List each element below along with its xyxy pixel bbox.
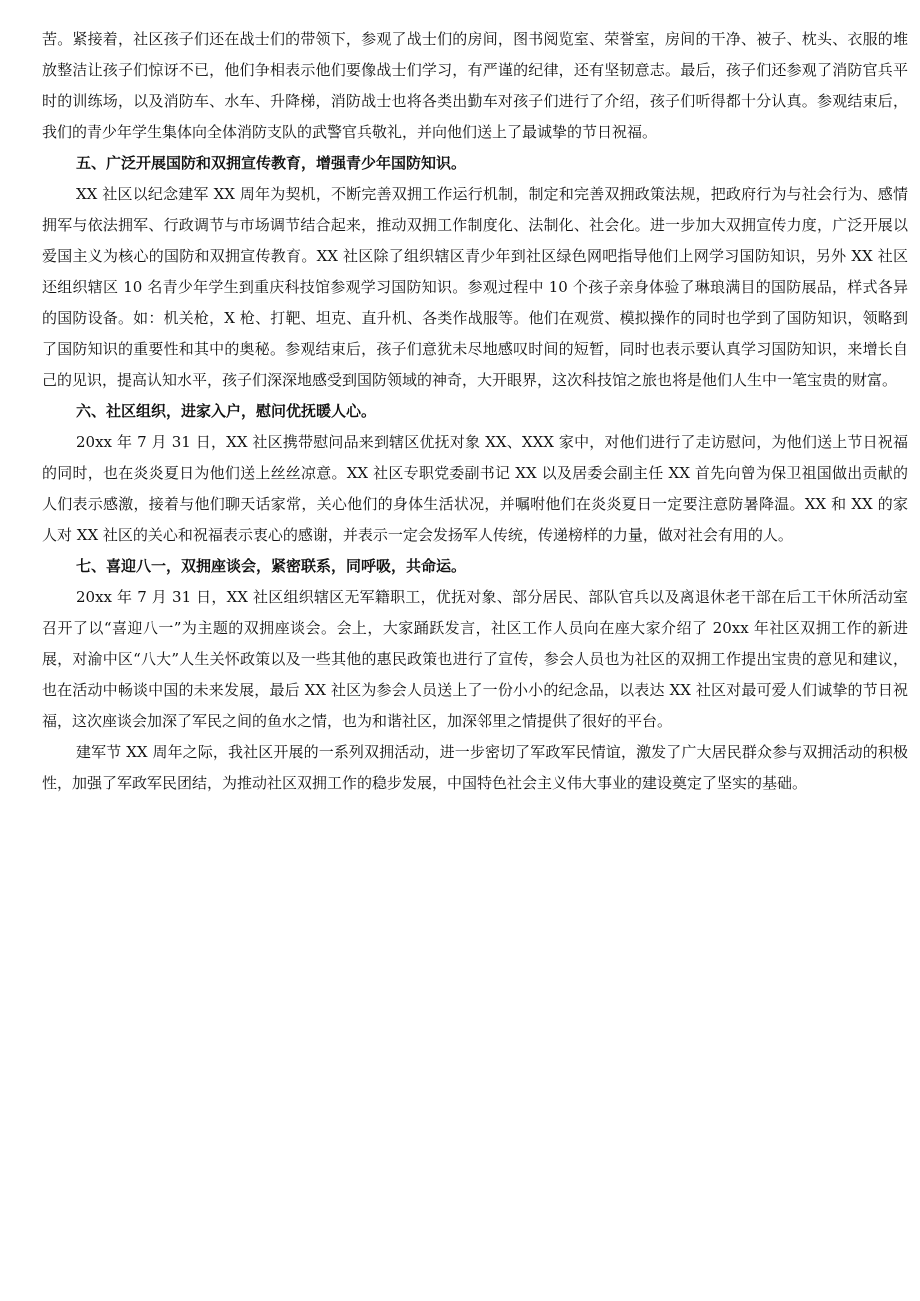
- section-heading-7: 七、喜迎八一，双拥座谈会，紧密联系，同呼吸，共命运。: [76, 557, 467, 575]
- body-paragraph: 苦。紧接着，社区孩子们还在战士们的带领下，参观了战士们的房间，图书阅览室、荣誉室，房间的干净、被子、枕头、衣服的堆放整洁让孩子们惊讶不已，他们争相表示他们要像战士们学习，有严谨的纪律，还有坚韧意志。最后，孩子们还参观了消防官兵平时的训练场，以及消防车、水车、升降梯，消防战士也将各类出勤车对孩子们进行了介绍，孩子们听得都十分认真。参观结束后，我们的青少年学生集体向全体消防支队的武警官兵敬礼，并向他们送上了最诚挚的节日祝福。: [42, 30, 908, 141]
- body-paragraph: XX 社区以纪念建军 XX 周年为契机，不断完善双拥工作运行机制，制定和完善双拥政策法规，把政府行为与社会行为、感情拥军与依法拥军、行政调节与市场调节结合起来，推动双拥工作制度化、法制化、社会化。进一步加大双拥宣传力度，广泛开展以爱国主义为核心的国防和双拥宣传教育。XX 社区除了组织辖区青少年到社区绿色网吧指导他们上网学习国防知识，另外 XX 社区还组织辖区 10 名青少年学生到重庆科技馆参观学习国防知识。参观过程中 10 个孩子亲身体验了琳琅满目的国防展品，样式各异的国防设备。如：机关枪，X 枪、打靶、坦克、直升机、各类作战服等。他们在观赏、模拟操作的同时也学到了国防知识，领略到了国防知识的重要性和其中的奥秘。参观结束后，孩子们意犹未尽地感叹时间的短暂，同时也表示要认真学习国防知识，来增长自己的见识，提高认知水平，孩子们深深地感受到国防领域的神奇，大开眼界，这次科技馆之旅也将是他们人生中一笔宝贵的财富。: [42, 185, 908, 389]
- document-page: [42, 24, 908, 799]
- body-paragraph: 20xx 年 7 月 31 日，XX 社区组织辖区无军籍职工，优抚对象、部分居民、部队官兵以及离退休老干部在后工干休所活动室召开了以“喜迎八一”为主题的双拥座谈会。会上，大家踊跃发言，社区工作人员向在座大家介绍了 20xx 年社区双拥工作的新进展，对渝中区“八大”人生关怀政策以及一些其他的惠民政策也进行了宣传，参会人员也为社区的双拥工作提出宝贵的意见和建议，也在活动中畅谈中国的未来发展，最后 XX 社区为参会人员送上了一份小小的纪念品，以表达 XX 社区对最可爱人们诚挚的节日祝福，这次座谈会加深了军民之间的鱼水之情，也为和谐社区，加深邻里之情提供了很好的平台。: [42, 588, 908, 730]
- section-heading-5: 五、广泛开展国防和双拥宣传教育，增强青少年国防知识。: [76, 154, 467, 172]
- closing-paragraph: 建军节 XX 周年之际，我社区开展的一系列双拥活动，进一步密切了军政军民情谊，激发了广大居民群众参与双拥活动的积极性，加强了军政军民团结，为推动社区双拥工作的稳步发展，中国特色社会主义伟大事业的建设奠定了坚实的基础。: [42, 743, 908, 792]
- section-heading-6: 六、社区组织，进家入户，慰问优抚暖人心。: [76, 402, 377, 420]
- body-paragraph: 20xx 年 7 月 31 日，XX 社区携带慰问品来到辖区优抚对象 XX、XXX 家中，对他们进行了走访慰问，为他们送上节日祝福的同时，也在炎炎夏日为他们送上丝丝凉意。XX 社区专职党委副书记 XX 以及居委会副主任 XX 首先向曾为保卫祖国做出贡献的人们表示感激，接着与他们聊天话家常，关心他们的身体生活状况，并嘱咐他们在炎炎夏日一定要注意防暑降温。XX 和 XX 的家人对 XX 社区的关心和祝福表示衷心的感谢，并表示一定会发扬军人传统，传递榜样的力量，做对社会有用的人。: [42, 433, 908, 544]
